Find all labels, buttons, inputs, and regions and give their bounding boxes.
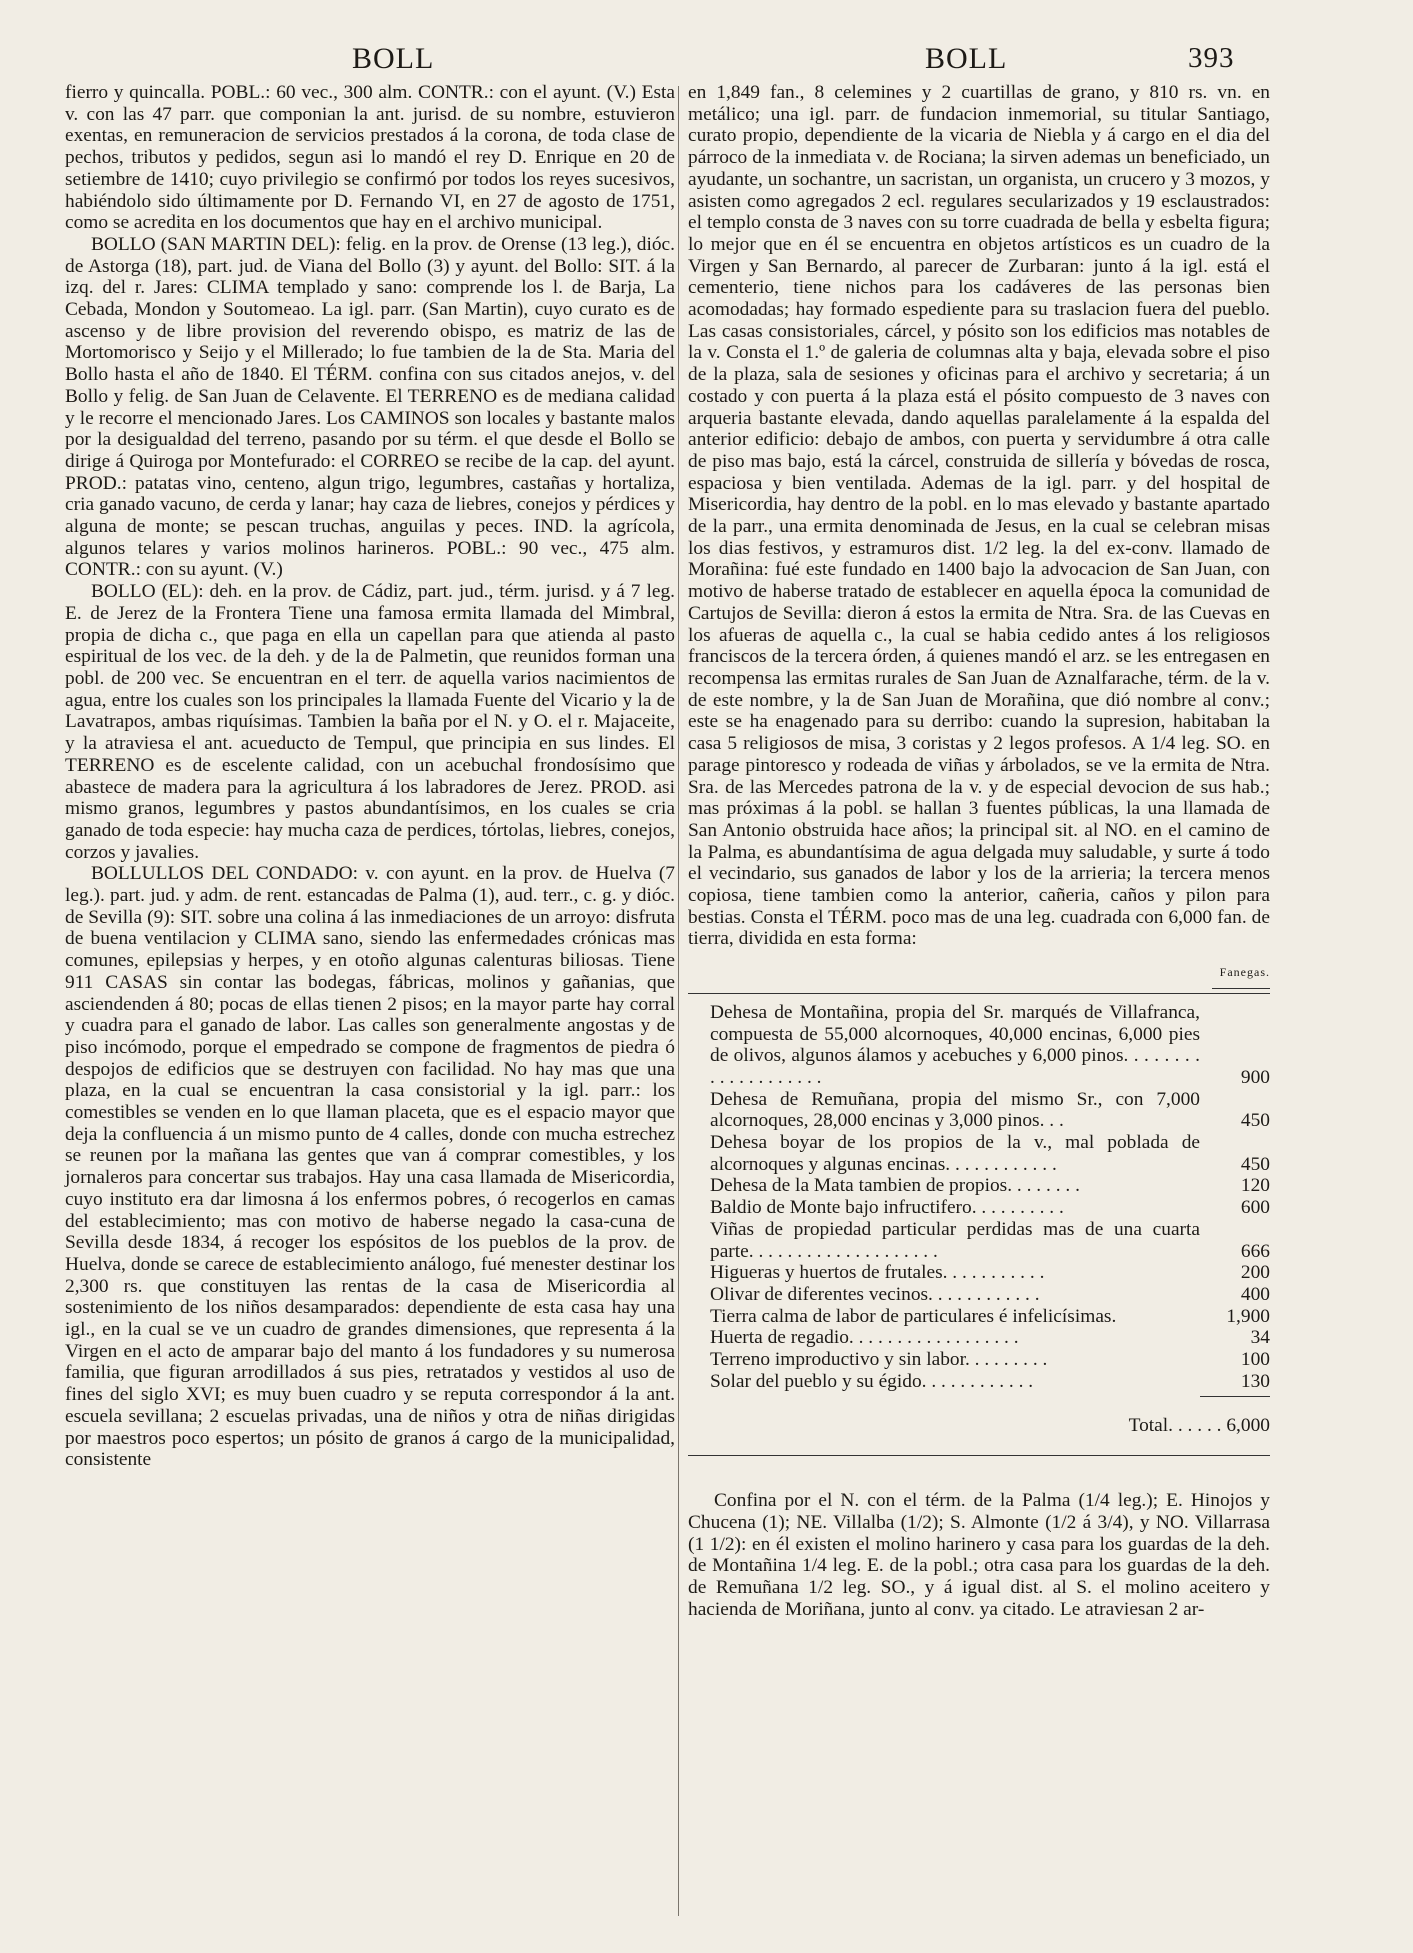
table-row-description: Huerta de regadio. . . . . . . . . . . . . . . . . . [710, 1327, 1019, 1349]
table-total-label: Total. . . . . . [1128, 1415, 1222, 1437]
table-total-row [688, 1415, 1270, 1437]
table-row [688, 1002, 1270, 1089]
table-row-value: 100 [1240, 1349, 1270, 1371]
running-header-right: BOLL [925, 42, 1008, 75]
table-row-description: Solar del pueblo y su égido. . . . . . . . . . . . [710, 1370, 1034, 1392]
table-row-description: Viñas de propiedad particular perdidas mas de una cuarta parte. . . . . . . . . . . . . . . . . . . . [710, 1218, 1200, 1262]
table-row [688, 1089, 1270, 1132]
table-row-value: 120 [1240, 1175, 1270, 1197]
table-row [688, 1197, 1270, 1219]
table-row-description: Terreno improductivo y sin labor. . . . . . . . . [710, 1349, 1048, 1371]
table-row-description: Tierra calma de labor de particulares é infelicísimas. [710, 1305, 1117, 1327]
table-row-value: 1,900 [1226, 1305, 1270, 1327]
table-row [688, 1175, 1270, 1197]
table-row-value: 130 [1240, 1370, 1270, 1392]
table-row-value: 200 [1240, 1262, 1270, 1284]
table-row-description: Dehesa de Montañina, propia del Sr. marqués de Villafranca, compuesta de 55,000 alcornoques, 40,000 encinas, 6,000 pies de olivos, algunos álamos y acebuches y 6,000 pinos. . . . . . . . . . . . . . . . . . . . [710, 1001, 1200, 1088]
table-row [688, 1262, 1270, 1284]
land-distribution-table [688, 1002, 1270, 1393]
left-column [65, 82, 675, 1471]
table-row-value: 900 [1240, 1066, 1270, 1088]
entry-bollo-el: BOLLO (EL): deh. en la prov. de Cádiz, part. jud., térm. jurisd. y á 7 leg. E. de Jerez de la Frontera Tiene una famosa ermita llamada del Mimbral, propia de dicha c., que paga en ella un capellan para que atienda al pasto espiritual de los vec. de la deh. y de la de Palmetin, que reunidos forman una pobl. de 200 vec. Se encuentran en el terr. de aquella varios nacimientos de agua, entre los cuales son los principales la llamada Fuente del Vicario y la de Lavatrapos, ambas riquísimas. Tambien la baña por el N. y O. el r. Majaceite, y la atraviesa el ant. acueducto de Tempul, que principia en sus lindes. El TERRENO es de escelente calidad, con un acebuchal frondosísimo que abastece de madera para la agricultura á los labradores de Jerez. PROD. asi mismo granos, legumbres y pastos abundantísimos, en los cuales se cria ganado de toda especie: hay mucha caza de perdices, tórtolas, liebres, conejos, corzos y javalies. [65, 581, 675, 863]
table-row-description: Dehesa de Remuñana, propia del mismo Sr., con 7,000 alcornoques, 28,000 encinas y 3,000 pinos. . . [710, 1088, 1200, 1132]
table-row-description: Olivar de diferentes vecinos. . . . . . . . . . . . [710, 1283, 1040, 1305]
table-row-value: 450 [1240, 1110, 1270, 1132]
column-divider [678, 86, 679, 1916]
table-row [688, 1132, 1270, 1175]
table-row-value: 400 [1240, 1283, 1270, 1305]
table-row-value: 450 [1240, 1153, 1270, 1175]
table-bottom-rule [688, 1455, 1270, 1456]
table-row [688, 1284, 1270, 1306]
entry-bollullos-boundaries: Confina por el N. con el térm. de la Palma (1/4 leg.); E. Hinojos y Chucena (1); NE. Villalba (1/2); S. Almonte (1/2 á 3/4), y NO. Villarrasa (1 1/2): en él existen el molino harinero y casa para los guardas de la deh. de Montañina 1/4 leg. E. de la pobl.; otra casa para los guardas de la deh. de Remuñana 1/2 leg. SO., y á igual dist. al S. el molino aceitero y hacienda de Moriñana, junto al conv. ya citado. Le atraviesan 2 ar- [688, 1490, 1270, 1620]
table-unit-rule [1212, 988, 1270, 989]
table-unit-header: Fanegas. [1219, 965, 1270, 980]
entry-bollullos-del-condado: BOLLULLOS DEL CONDADO: v. con ayunt. en la prov. de Huelva (7 leg.). part. jud. y adm. de rent. estancadas de Palma (1), aud. terr., c. g. y dióc. de Sevilla (9): SIT. sobre una colina á las inmediaciones de un arroyo: disfruta de buena ventilacion y CLIMA sano, siendo las enfermedades crónicas mas comunes, epilepsias y herpes, y en otoño algunas calenturas biliosas. Tiene 911 CASAS sin contar las bodegas, fábricas, molinos y gañanias, que asciendenden á 80; pocas de ellas tienen 2 pisos; en la mayor parte hay corral y cuadra para el ganado de labor. Las calles son generalmente angostas y de piso incómodo, porque el empedrado se compone de fragmentos de piedra ó despojos de edificios que se destruyen con facilidad. No hay mas que una plaza, en la cual se encuentran la casa consistorial y la igl. parr.: los comestibles se venden en lo que llaman placeta, que es el espacio mayor que deja la confluencia á un mismo punto de 4 calles, donde con mucha estrechez se reunen por la mañana las gentes que van á comprar comestibles, y los jornaleros para concertar sus trabajos. Hay una casa llamada de Misericordia, cuyo instituto era dar limosna á los enfermos pobres, ó recogerlos en camas del establecimiento; mas con motivo de haberse negado la casa-cuna de Sevilla desde 1834, á recoger los espósitos de los pueblos de la prov. de Huelva, donde se carece de establecimiento análogo, fué menester destinar los 2,300 rs. que constituyen las rentas de la casa de Misericordia al sostenimiento de los niños desamparados: dependiente de esta casa hay una igl., en la cual se ve un cuadro de grandes dimensiones, que representa á la Virgen en el acto de amparar bajo del manto á los fundadores y su numerosa familia, que figuran arrodillados á sus pies, retratados y vestidos al uso de fines del siglo XVI; es muy buen cuadro y se reputa correspondor á la ant. escuela sevillana; 2 escuelas privadas, una de niños y otra de niñas dirigidas por maestros poco espertos; un pósito de granos á cargo de la municipalidad, consistente [65, 863, 675, 1471]
table-row-description: Higueras y huertos de frutales. . . . . . . . . . . [710, 1262, 1045, 1284]
page-number: 393 [1188, 42, 1235, 74]
table-row [688, 1219, 1270, 1262]
table-row [688, 1349, 1270, 1371]
table-row-description: Dehesa boyar de los propios de la v., mal poblada de alcornoques y algunas encinas. . . . . . . . . . . . [710, 1132, 1200, 1175]
entry-bollullos-continuation: en 1,849 fan., 8 celemines y 2 cuartillas de grano, y 810 rs. vn. en metálico; una igl. parr. de fundacion inmemorial, su titular Santiago, curato propio, dependiente de la vicaria de Niebla y á cargo en el dia del párroco de la inmediata v. de Rociana; la sirven ademas un beneficiado, un ayudante, un sochantre, un sacristan, un organista, un crucero y 3 mozos, y asisten como agregados 2 ecl. regulares secularizados y 19 esclaustrados: el templo consta de 3 naves con su torre cuadrada de bella y esbelta figura; lo mejor que en él se encuentra en objetos artísticos es un cuadro de la Virgen y San Bernardo, al parecer de Zurbaran: junto á la igl. está el cementerio, tiene nichos para los cadáveres de las personas bien acomodadas; hay formado espediente para su traslacion fuera del pueblo. Las casas consistoriales, cárcel, y pósito son los edificios mas notables de la v. Consta el 1.º de galeria de columnas alta y baja, elevada sobre el piso de la plaza, sala de sesiones y oficinas para el archivo y secretaria; á un costado y con puerta á la plaza está el pósito compuesto de 3 naves con arqueria bastante elevada, dando aquellas paralelamente á la espalda del anterior edificio: debajo de ambos, con puerta y servidumbre á otra calle de piso mas bajo, está la cárcel, construida de sillería y bóvedas de rosca, espaciosa y bien ventilada. Ademas de la igl. parr. y del hospital de Misericordia, hay dentro de la pobl. en lo mas elevado y bastante apartado de la parr., una ermita denominada de Jesus, en la cual se celebran misas los dias festivos, y estramuros dist. 1/2 leg. la del ex-conv. llamado de Morañina: fué este fundado en 1400 bajo la advocacion de San Juan, con motivo de haberse tratado de establecer en aquella época la comunidad de Cartujos de Sevilla: dieron á estos la ermita de Ntra. Sra. de las Cuevas en los afueras de aquella c., la cual se habia cedido antes á los religiosos franciscos de la tercera órden, á quienes mandó el arz. se les entregasen en recompensa las ermitas rurales de San Juan de Aznalfarache, térm. de la v. de este nombre, y la de San Juan de Morañina, que dió nombre al conv.; este se ha enagenado para su derribo: cuando la supresion, habitaban la casa 5 religiosos de misa, 3 coristas y 2 legos profesos. A 1/4 leg. SO. en parage pintoresco y rodeada de viñas y árbolados, se ve la ermita de Ntra. Sra. de las Mercedes patrona de la v. y de especial devocion de sus hab.; mas próximas á la pobl. se hallan 3 fuentes públicas, la una llamada de San Antonio obstruida hace años; la principal sit. al NO. en el camino de la Palma, es abundantísima de agua delgada muy saludable, y surte á todo el vecindario, sus ganados de labor y los de la arrieria; la tercera menos copiosa, tiene tambien como la anterior, cañeria, caños y pilon para bestias. Consta el TÉRM. poco mas de una leg. cuadrada con 6,000 fan. de tierra, dividida en esta forma: [688, 82, 1270, 950]
table-total-rule [1200, 1396, 1270, 1397]
entry-boll-continuation: fierro y quincalla. POBL.: 60 vec., 300 alm. CONTR.: con el ayunt. (V.) Esta v. con las 47 parr. que componian la ant. jurisd. de su nombre, estuvieron exentas, en remuneracion de servicios prestados á la corona, de toda clase de pechos, tributos y pedidos, segun asi lo mandó el rey D. Enrique en 20 de setiembre de 1410; cuyo privilegio se confirmó por todos los reyes sucesivos, habiéndolo sido últimamente por D. Fernando VI, en 27 de agosto de 1751, como se acredita en los documentos que hay en el archivo municipal. [65, 82, 675, 234]
right-column [688, 82, 1270, 1620]
table-total-value: 6,000 [1226, 1415, 1270, 1437]
table-row [688, 1371, 1270, 1393]
table-row-value: 666 [1240, 1240, 1270, 1262]
table-top-rule [688, 993, 1270, 994]
table-row-description: Baldio de Monte bajo infructifero. . . . . . . . . . [710, 1197, 1064, 1219]
running-header-left: BOLL [352, 42, 435, 75]
table-row [688, 1327, 1270, 1349]
table-row-value: 34 [1250, 1327, 1270, 1349]
table-row-description: Dehesa de la Mata tambien de propios. . . . . . . . [710, 1175, 1080, 1197]
entry-bollo-san-martin: BOLLO (SAN MARTIN DEL): felig. en la prov. de Orense (13 leg.), dióc. de Astorga (18), part. jud. de Viana del Bollo (3) y ayunt. del Bollo: SIT. á la izq. del r. Jares: CLIMA templado y sano: comprende los l. de Barja, La Cebada, Mondon y Soutomeao. La igl. parr. (San Martin), cuyo curato es de ascenso y de libre provision del reverendo obispo, es matriz de las de Mortomorisco y Seijo y el Millerado; lo fue tambien de la de Sta. Maria del Bollo hasta el año de 1840. El TÉRM. confina con sus citados anejos, v. del Bollo y felig. de San Juan de Celavente. El TERRENO es de mediana calidad y le recorre el mencionado Jares. Los CAMINOS son locales y bastante malos por la desigualdad del terreno, pasando por su térm. el que desde el Bollo se dirige á Quiroga por Montefurado: el CORREO se recibe de la cap. del ayunt. PROD.: patatas vino, centeno, algun trigo, legumbres, castañas y hortaliza, cria ganado vacuno, de cerda y lanar; hay caza de liebres, conejos y pérdices y alguna de monte; se pescan truchas, anguilas y peces. IND. la agrícola, algunos telares y varios molinos harineros. POBL.: 90 vec., 475 alm. CONTR.: con su ayunt. (V.) [65, 233, 675, 581]
table-row-value: 600 [1240, 1197, 1270, 1219]
table-row [688, 1306, 1270, 1328]
